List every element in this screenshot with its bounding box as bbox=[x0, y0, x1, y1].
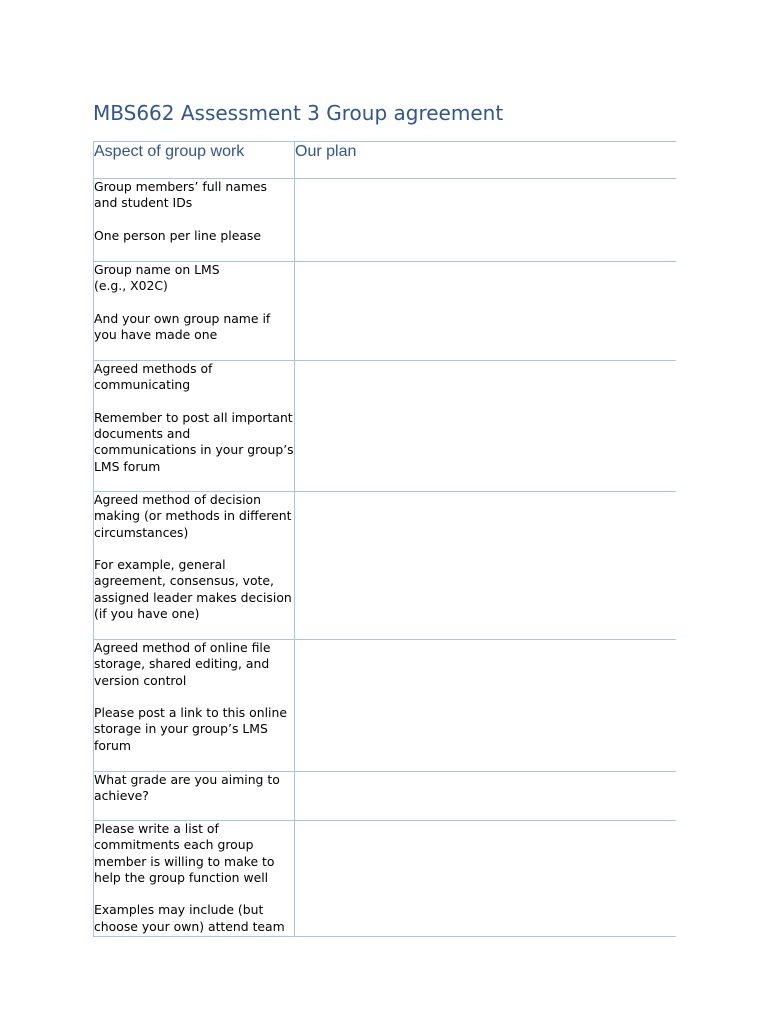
aspect-cell bbox=[94, 179, 295, 262]
header-aspect: Aspect of group work bbox=[94, 142, 295, 179]
aspect-prompt: Please write a list of commitments each group member is willing to make to help the group function well bbox=[94, 821, 275, 885]
aspect-cell bbox=[94, 492, 295, 640]
header-our-plan: Our plan bbox=[295, 142, 677, 179]
aspect-prompt: Agreed methods of communicating bbox=[94, 361, 213, 393]
table-row-grade bbox=[94, 772, 677, 821]
plan-cell-members[interactable] bbox=[295, 179, 677, 262]
aspect-cell bbox=[94, 640, 295, 772]
plan-cell-group-name[interactable] bbox=[295, 262, 677, 361]
aspect-prompt: Group name on LMS (e.g., X02C) bbox=[94, 262, 220, 294]
table-row-commitments bbox=[94, 821, 677, 938]
document-title: MBS662 Assessment 3 Group agreement bbox=[93, 101, 504, 125]
aspect-cell bbox=[94, 361, 295, 492]
aspect-cell bbox=[94, 821, 295, 938]
plan-cell-commitments[interactable] bbox=[295, 821, 677, 938]
table-row-decision-making bbox=[94, 492, 677, 640]
aspect-hint: Examples may include (but choose your own) attend team bbox=[94, 902, 285, 934]
aspect-prompt: Agreed method of decision making (or methods in different circumstances) bbox=[94, 492, 292, 540]
aspect-cell bbox=[94, 262, 295, 361]
plan-cell-file-storage[interactable] bbox=[295, 640, 677, 772]
aspect-hint: One person per line please bbox=[94, 227, 262, 243]
aspect-hint: For example, general agreement, consensus, vote, assigned leader makes decision (if you have one) bbox=[94, 557, 292, 622]
aspect-prompt: Group members’ full names and student IDs bbox=[94, 179, 267, 211]
plan-cell-communication[interactable] bbox=[295, 361, 677, 492]
aspect-hint: Remember to post all important documents and communications in your group’s LMS forum bbox=[94, 409, 294, 474]
table-row-members bbox=[94, 179, 677, 262]
table-header-row bbox=[94, 142, 677, 179]
table-row-group-name bbox=[94, 262, 677, 361]
aspect-cell bbox=[94, 772, 295, 821]
agreement-table-container bbox=[93, 141, 676, 937]
table-row-communication bbox=[94, 361, 677, 492]
table-row-file-storage bbox=[94, 640, 677, 772]
agreement-table bbox=[93, 141, 676, 937]
aspect-hint: And your own group name if you have made one bbox=[94, 310, 271, 343]
plan-cell-grade[interactable] bbox=[295, 772, 677, 821]
aspect-prompt: Agreed method of online file storage, shared editing, and version control bbox=[94, 640, 271, 688]
aspect-hint: Please post a link to this online storage in your group’s LMS forum bbox=[94, 705, 287, 753]
plan-cell-decision-making[interactable] bbox=[295, 492, 677, 640]
aspect-prompt: What grade are you aiming to achieve? bbox=[94, 772, 280, 804]
